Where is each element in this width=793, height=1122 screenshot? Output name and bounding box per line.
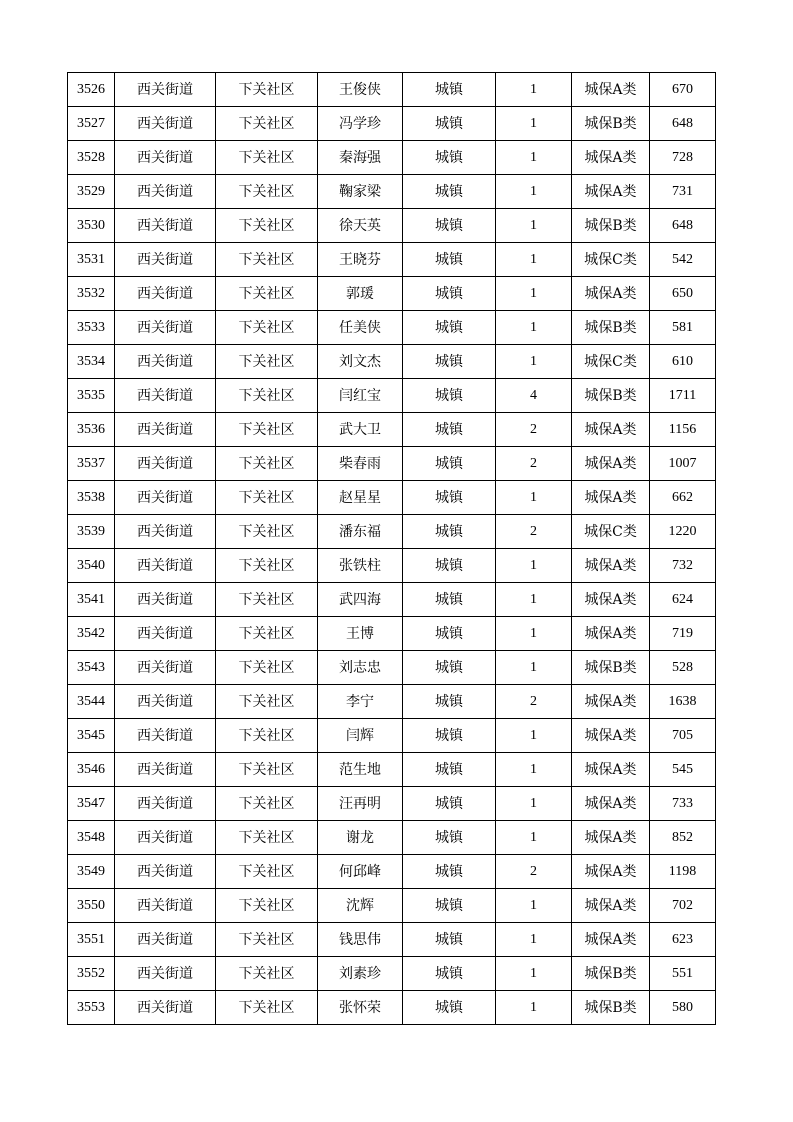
- cell-subdistrict: 西关街道: [115, 719, 216, 753]
- cell-subdistrict: 西关街道: [115, 855, 216, 889]
- cell-household-type: 城镇: [403, 209, 496, 243]
- cell-insurance-category: 城保C类: [572, 515, 650, 549]
- cell-household-size: 1: [496, 753, 572, 787]
- cell-serial-number: 3542: [68, 617, 115, 651]
- cell-amount: 542: [650, 243, 716, 277]
- cell-community: 下关社区: [216, 515, 318, 549]
- cell-name: 汪再明: [318, 787, 403, 821]
- cell-subdistrict: 西关街道: [115, 447, 216, 481]
- cell-insurance-category: 城保A类: [572, 73, 650, 107]
- cell-amount: 1220: [650, 515, 716, 549]
- cell-insurance-category: 城保A类: [572, 481, 650, 515]
- cell-insurance-category: 城保B类: [572, 991, 650, 1025]
- cell-insurance-category: 城保A类: [572, 855, 650, 889]
- cell-household-type: 城镇: [403, 277, 496, 311]
- cell-subdistrict: 西关街道: [115, 957, 216, 991]
- table-body: [68, 73, 716, 1025]
- cell-household-type: 城镇: [403, 515, 496, 549]
- cell-community: 下关社区: [216, 821, 318, 855]
- table-row: [68, 175, 716, 209]
- cell-name: 刘志忠: [318, 651, 403, 685]
- table-row: [68, 447, 716, 481]
- cell-household-type: 城镇: [403, 73, 496, 107]
- cell-community: 下关社区: [216, 685, 318, 719]
- cell-subdistrict: 西关街道: [115, 923, 216, 957]
- cell-amount: 732: [650, 549, 716, 583]
- cell-household-size: 2: [496, 515, 572, 549]
- cell-community: 下关社区: [216, 209, 318, 243]
- cell-serial-number: 3530: [68, 209, 115, 243]
- cell-name: 徐天英: [318, 209, 403, 243]
- cell-serial-number: 3539: [68, 515, 115, 549]
- cell-serial-number: 3534: [68, 345, 115, 379]
- cell-serial-number: 3528: [68, 141, 115, 175]
- cell-household-size: 1: [496, 481, 572, 515]
- cell-community: 下关社区: [216, 107, 318, 141]
- cell-household-type: 城镇: [403, 243, 496, 277]
- cell-serial-number: 3536: [68, 413, 115, 447]
- table-row: [68, 141, 716, 175]
- cell-subdistrict: 西关街道: [115, 651, 216, 685]
- cell-community: 下关社区: [216, 583, 318, 617]
- cell-household-size: 4: [496, 379, 572, 413]
- cell-community: 下关社区: [216, 889, 318, 923]
- cell-amount: 551: [650, 957, 716, 991]
- cell-amount: 702: [650, 889, 716, 923]
- table-row: [68, 821, 716, 855]
- cell-household-size: 1: [496, 107, 572, 141]
- cell-name: 张铁柱: [318, 549, 403, 583]
- cell-household-size: 1: [496, 991, 572, 1025]
- table-row: [68, 787, 716, 821]
- cell-household-type: 城镇: [403, 447, 496, 481]
- cell-household-type: 城镇: [403, 413, 496, 447]
- table-row: [68, 345, 716, 379]
- cell-household-type: 城镇: [403, 379, 496, 413]
- cell-household-size: 1: [496, 175, 572, 209]
- cell-community: 下关社区: [216, 243, 318, 277]
- cell-serial-number: 3532: [68, 277, 115, 311]
- cell-name: 刘素珍: [318, 957, 403, 991]
- cell-subdistrict: 西关街道: [115, 787, 216, 821]
- cell-insurance-category: 城保A类: [572, 889, 650, 923]
- cell-community: 下关社区: [216, 787, 318, 821]
- cell-amount: 705: [650, 719, 716, 753]
- cell-subdistrict: 西关街道: [115, 549, 216, 583]
- cell-community: 下关社区: [216, 719, 318, 753]
- cell-household-type: 城镇: [403, 651, 496, 685]
- cell-household-type: 城镇: [403, 821, 496, 855]
- cell-amount: 624: [650, 583, 716, 617]
- cell-name: 秦海强: [318, 141, 403, 175]
- table-row: [68, 243, 716, 277]
- cell-household-type: 城镇: [403, 175, 496, 209]
- table-row: [68, 685, 716, 719]
- cell-community: 下关社区: [216, 481, 318, 515]
- cell-name: 武大卫: [318, 413, 403, 447]
- cell-household-size: 1: [496, 141, 572, 175]
- cell-insurance-category: 城保B类: [572, 651, 650, 685]
- table-row: [68, 651, 716, 685]
- cell-insurance-category: 城保A类: [572, 719, 650, 753]
- cell-amount: 733: [650, 787, 716, 821]
- cell-insurance-category: 城保B类: [572, 957, 650, 991]
- cell-amount: 545: [650, 753, 716, 787]
- table-row: [68, 481, 716, 515]
- cell-household-size: 1: [496, 277, 572, 311]
- cell-household-type: 城镇: [403, 345, 496, 379]
- table-row: [68, 923, 716, 957]
- cell-subdistrict: 西关街道: [115, 515, 216, 549]
- cell-community: 下关社区: [216, 549, 318, 583]
- cell-household-type: 城镇: [403, 549, 496, 583]
- cell-serial-number: 3537: [68, 447, 115, 481]
- cell-name: 刘文杰: [318, 345, 403, 379]
- cell-household-size: 2: [496, 855, 572, 889]
- cell-household-type: 城镇: [403, 753, 496, 787]
- cell-amount: 581: [650, 311, 716, 345]
- cell-name: 冯学珍: [318, 107, 403, 141]
- cell-household-type: 城镇: [403, 889, 496, 923]
- cell-community: 下关社区: [216, 991, 318, 1025]
- cell-household-size: 2: [496, 413, 572, 447]
- cell-household-size: 2: [496, 447, 572, 481]
- cell-subdistrict: 西关街道: [115, 617, 216, 651]
- cell-amount: 1007: [650, 447, 716, 481]
- cell-serial-number: 3540: [68, 549, 115, 583]
- cell-serial-number: 3545: [68, 719, 115, 753]
- cell-insurance-category: 城保A类: [572, 175, 650, 209]
- table-row: [68, 413, 716, 447]
- cell-subdistrict: 西关街道: [115, 991, 216, 1025]
- cell-name: 潘东福: [318, 515, 403, 549]
- cell-subdistrict: 西关街道: [115, 481, 216, 515]
- cell-amount: 1156: [650, 413, 716, 447]
- cell-amount: 528: [650, 651, 716, 685]
- cell-amount: 1198: [650, 855, 716, 889]
- cell-subdistrict: 西关街道: [115, 107, 216, 141]
- cell-serial-number: 3544: [68, 685, 115, 719]
- cell-insurance-category: 城保A类: [572, 753, 650, 787]
- cell-insurance-category: 城保A类: [572, 447, 650, 481]
- cell-insurance-category: 城保B类: [572, 311, 650, 345]
- cell-household-type: 城镇: [403, 719, 496, 753]
- cell-household-type: 城镇: [403, 311, 496, 345]
- cell-name: 李宁: [318, 685, 403, 719]
- cell-serial-number: 3547: [68, 787, 115, 821]
- cell-subdistrict: 西关街道: [115, 889, 216, 923]
- cell-household-type: 城镇: [403, 991, 496, 1025]
- cell-insurance-category: 城保A类: [572, 685, 650, 719]
- cell-household-size: 1: [496, 345, 572, 379]
- cell-insurance-category: 城保A类: [572, 277, 650, 311]
- cell-household-type: 城镇: [403, 957, 496, 991]
- cell-amount: 662: [650, 481, 716, 515]
- cell-amount: 1711: [650, 379, 716, 413]
- cell-serial-number: 3533: [68, 311, 115, 345]
- cell-name: 钱思伟: [318, 923, 403, 957]
- cell-name: 闫辉: [318, 719, 403, 753]
- cell-subdistrict: 西关街道: [115, 141, 216, 175]
- cell-community: 下关社区: [216, 447, 318, 481]
- cell-name: 王俊侠: [318, 73, 403, 107]
- cell-amount: 728: [650, 141, 716, 175]
- cell-household-type: 城镇: [403, 141, 496, 175]
- table-row: [68, 107, 716, 141]
- cell-insurance-category: 城保A类: [572, 141, 650, 175]
- cell-insurance-category: 城保C类: [572, 243, 650, 277]
- cell-household-size: 1: [496, 73, 572, 107]
- table-row: [68, 889, 716, 923]
- cell-insurance-category: 城保C类: [572, 345, 650, 379]
- cell-household-size: 1: [496, 719, 572, 753]
- cell-subdistrict: 西关街道: [115, 379, 216, 413]
- cell-subdistrict: 西关街道: [115, 583, 216, 617]
- table-row: [68, 583, 716, 617]
- cell-insurance-category: 城保B类: [572, 107, 650, 141]
- table-row: [68, 855, 716, 889]
- cell-household-size: 1: [496, 243, 572, 277]
- cell-household-size: 1: [496, 549, 572, 583]
- table-row: [68, 277, 716, 311]
- cell-amount: 580: [650, 991, 716, 1025]
- cell-amount: 650: [650, 277, 716, 311]
- cell-community: 下关社区: [216, 617, 318, 651]
- cell-household-size: 1: [496, 617, 572, 651]
- table-row: [68, 311, 716, 345]
- cell-serial-number: 3552: [68, 957, 115, 991]
- cell-household-type: 城镇: [403, 107, 496, 141]
- cell-name: 沈辉: [318, 889, 403, 923]
- cell-household-size: 1: [496, 821, 572, 855]
- cell-name: 郭瑗: [318, 277, 403, 311]
- cell-community: 下关社区: [216, 311, 318, 345]
- cell-amount: 852: [650, 821, 716, 855]
- cell-community: 下关社区: [216, 175, 318, 209]
- table-row: [68, 209, 716, 243]
- cell-household-size: 1: [496, 787, 572, 821]
- cell-household-type: 城镇: [403, 787, 496, 821]
- cell-name: 鞠家梁: [318, 175, 403, 209]
- cell-serial-number: 3529: [68, 175, 115, 209]
- cell-serial-number: 3535: [68, 379, 115, 413]
- cell-name: 武四海: [318, 583, 403, 617]
- cell-serial-number: 3531: [68, 243, 115, 277]
- cell-name: 谢龙: [318, 821, 403, 855]
- cell-insurance-category: 城保A类: [572, 617, 650, 651]
- cell-amount: 610: [650, 345, 716, 379]
- cell-subdistrict: 西关街道: [115, 821, 216, 855]
- cell-amount: 719: [650, 617, 716, 651]
- table-row: [68, 753, 716, 787]
- cell-household-type: 城镇: [403, 923, 496, 957]
- cell-serial-number: 3550: [68, 889, 115, 923]
- cell-name: 王晓芬: [318, 243, 403, 277]
- cell-household-size: 1: [496, 209, 572, 243]
- cell-insurance-category: 城保A类: [572, 787, 650, 821]
- cell-name: 柴春雨: [318, 447, 403, 481]
- cell-insurance-category: 城保B类: [572, 209, 650, 243]
- cell-name: 闫红宝: [318, 379, 403, 413]
- cell-household-type: 城镇: [403, 685, 496, 719]
- cell-insurance-category: 城保A类: [572, 923, 650, 957]
- cell-household-size: 1: [496, 957, 572, 991]
- cell-serial-number: 3549: [68, 855, 115, 889]
- cell-community: 下关社区: [216, 73, 318, 107]
- cell-subdistrict: 西关街道: [115, 311, 216, 345]
- cell-community: 下关社区: [216, 379, 318, 413]
- cell-amount: 623: [650, 923, 716, 957]
- cell-serial-number: 3541: [68, 583, 115, 617]
- cell-community: 下关社区: [216, 753, 318, 787]
- table-row: [68, 73, 716, 107]
- cell-insurance-category: 城保A类: [572, 583, 650, 617]
- cell-community: 下关社区: [216, 413, 318, 447]
- cell-serial-number: 3538: [68, 481, 115, 515]
- cell-amount: 670: [650, 73, 716, 107]
- cell-amount: 731: [650, 175, 716, 209]
- cell-household-type: 城镇: [403, 583, 496, 617]
- cell-serial-number: 3527: [68, 107, 115, 141]
- cell-amount: 1638: [650, 685, 716, 719]
- cell-name: 何邱峰: [318, 855, 403, 889]
- cell-household-size: 1: [496, 583, 572, 617]
- cell-household-size: 1: [496, 651, 572, 685]
- cell-community: 下关社区: [216, 957, 318, 991]
- cell-name: 王博: [318, 617, 403, 651]
- cell-household-type: 城镇: [403, 617, 496, 651]
- cell-community: 下关社区: [216, 923, 318, 957]
- cell-community: 下关社区: [216, 651, 318, 685]
- cell-insurance-category: 城保A类: [572, 821, 650, 855]
- cell-serial-number: 3526: [68, 73, 115, 107]
- cell-subdistrict: 西关街道: [115, 243, 216, 277]
- cell-subdistrict: 西关街道: [115, 413, 216, 447]
- cell-community: 下关社区: [216, 277, 318, 311]
- cell-household-size: 2: [496, 685, 572, 719]
- cell-name: 任美侠: [318, 311, 403, 345]
- cell-name: 范生地: [318, 753, 403, 787]
- cell-subdistrict: 西关街道: [115, 753, 216, 787]
- cell-serial-number: 3548: [68, 821, 115, 855]
- table-row: [68, 617, 716, 651]
- beneficiary-table: [67, 72, 716, 1025]
- cell-insurance-category: 城保A类: [572, 549, 650, 583]
- cell-insurance-category: 城保A类: [572, 413, 650, 447]
- cell-serial-number: 3551: [68, 923, 115, 957]
- cell-community: 下关社区: [216, 141, 318, 175]
- cell-subdistrict: 西关街道: [115, 685, 216, 719]
- table-row: [68, 991, 716, 1025]
- cell-subdistrict: 西关街道: [115, 175, 216, 209]
- cell-household-size: 1: [496, 311, 572, 345]
- table-row: [68, 549, 716, 583]
- cell-subdistrict: 西关街道: [115, 277, 216, 311]
- table-row: [68, 719, 716, 753]
- cell-amount: 648: [650, 107, 716, 141]
- cell-household-type: 城镇: [403, 481, 496, 515]
- cell-household-type: 城镇: [403, 855, 496, 889]
- cell-serial-number: 3546: [68, 753, 115, 787]
- cell-serial-number: 3553: [68, 991, 115, 1025]
- cell-household-size: 1: [496, 923, 572, 957]
- cell-subdistrict: 西关街道: [115, 209, 216, 243]
- table-row: [68, 515, 716, 549]
- table-row: [68, 957, 716, 991]
- cell-insurance-category: 城保B类: [572, 379, 650, 413]
- cell-amount: 648: [650, 209, 716, 243]
- cell-name: 赵星星: [318, 481, 403, 515]
- cell-serial-number: 3543: [68, 651, 115, 685]
- cell-subdistrict: 西关街道: [115, 345, 216, 379]
- cell-community: 下关社区: [216, 345, 318, 379]
- cell-household-size: 1: [496, 889, 572, 923]
- cell-community: 下关社区: [216, 855, 318, 889]
- cell-subdistrict: 西关街道: [115, 73, 216, 107]
- cell-name: 张怀荣: [318, 991, 403, 1025]
- table-row: [68, 379, 716, 413]
